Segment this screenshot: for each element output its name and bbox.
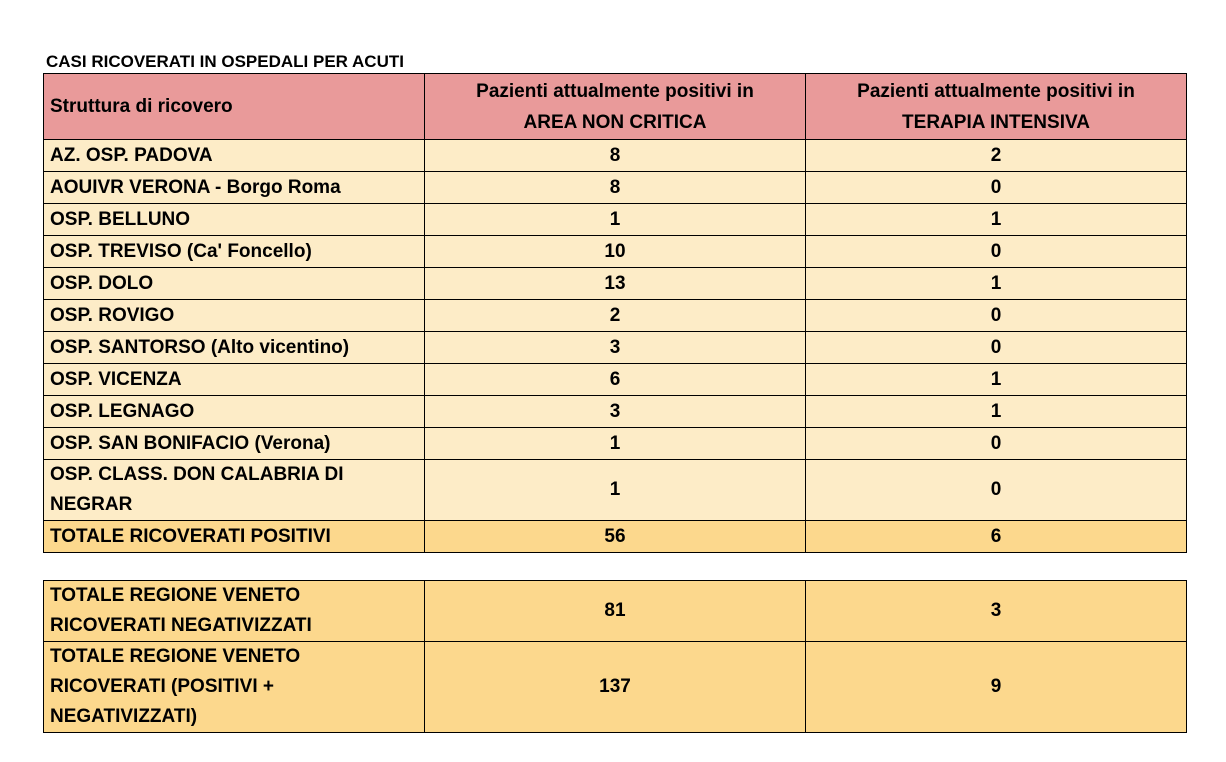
summary-label-line2: RICOVERATI NEGATIVIZZATI (50, 615, 312, 636)
row-name: AOUIVR VERONA - Borgo Roma (44, 172, 425, 204)
total-label: TOTALE RICOVERATI POSITIVI (44, 521, 425, 553)
summary-label-line1: TOTALE REGIONE VENETO (50, 585, 301, 606)
total-intensiva: 6 (806, 521, 1187, 553)
summary-intensiva: 9 (806, 642, 1187, 733)
header-area-non-critica-line2: AREA NON CRITICA (523, 111, 707, 133)
row-name-line2: NEGRAR (50, 494, 133, 515)
header-struttura: Struttura di ricovero (44, 74, 425, 140)
row-non-critica: 1 (425, 460, 806, 521)
summary-label-line1: TOTALE REGIONE VENETO (50, 646, 301, 667)
row-name: OSP. TREVISO (Ca' Foncello) (44, 236, 425, 268)
header-area-non-critica (425, 74, 806, 140)
summary-label-line2: RICOVERATI (POSITIVI + (50, 676, 274, 697)
summary-non-critica: 81 (425, 581, 806, 642)
summary-label (44, 642, 425, 733)
header-terapia-intensiva-line2: TERAPIA INTENSIVA (902, 111, 1090, 133)
header-terapia-intensiva (806, 74, 1187, 140)
table-row (44, 300, 1187, 332)
row-name: OSP. LEGNAGO (44, 396, 425, 428)
total-non-critica: 56 (425, 521, 806, 553)
summary-label-line3: NEGATIVIZZATI) (50, 706, 198, 727)
region-summary-table (43, 580, 1187, 733)
row-non-critica: 8 (425, 172, 806, 204)
row-intensiva: 0 (806, 428, 1187, 460)
row-name: OSP. DOLO (44, 268, 425, 300)
row-name-line1: OSP. CLASS. DON CALABRIA DI (50, 464, 344, 485)
row-intensiva: 0 (806, 332, 1187, 364)
summary-row-negativizzati (44, 581, 1187, 642)
table-row (44, 332, 1187, 364)
row-non-critica: 3 (425, 332, 806, 364)
row-intensiva: 2 (806, 140, 1187, 172)
row-name: OSP. VICENZA (44, 364, 425, 396)
table-row (44, 236, 1187, 268)
row-name: OSP. SANTORSO (Alto vicentino) (44, 332, 425, 364)
row-non-critica: 8 (425, 140, 806, 172)
row-name: AZ. OSP. PADOVA (44, 140, 425, 172)
row-non-critica: 2 (425, 300, 806, 332)
row-intensiva: 1 (806, 268, 1187, 300)
table-row (44, 140, 1187, 172)
row-intensiva: 0 (806, 460, 1187, 521)
row-intensiva: 0 (806, 172, 1187, 204)
row-non-critica: 6 (425, 364, 806, 396)
table-row (44, 268, 1187, 300)
row-name: OSP. ROVIGO (44, 300, 425, 332)
row-non-critica: 13 (425, 268, 806, 300)
summary-row-totale (44, 642, 1187, 733)
row-intensiva: 0 (806, 300, 1187, 332)
row-name: OSP. BELLUNO (44, 204, 425, 236)
table-title: CASI RICOVERATI IN OSPEDALI PER ACUTI (46, 52, 404, 71)
row-name (44, 460, 425, 521)
row-non-critica: 3 (425, 396, 806, 428)
header-area-non-critica-line1: Pazienti attualmente positivi in (476, 80, 754, 102)
table-row (44, 204, 1187, 236)
row-non-critica: 1 (425, 428, 806, 460)
summary-intensiva: 3 (806, 581, 1187, 642)
table-row (44, 172, 1187, 204)
row-intensiva: 1 (806, 396, 1187, 428)
table-row (44, 428, 1187, 460)
total-row (44, 521, 1187, 553)
hospital-cases-table (43, 73, 1187, 553)
row-intensiva: 1 (806, 204, 1187, 236)
table-header-row (44, 74, 1187, 140)
header-terapia-intensiva-line1: Pazienti attualmente positivi in (857, 80, 1135, 102)
row-intensiva: 1 (806, 364, 1187, 396)
summary-non-critica: 137 (425, 642, 806, 733)
row-non-critica: 1 (425, 204, 806, 236)
table-row (44, 460, 1187, 521)
table-row (44, 396, 1187, 428)
table-row (44, 364, 1187, 396)
row-name: OSP. SAN BONIFACIO (Verona) (44, 428, 425, 460)
summary-label (44, 581, 425, 642)
row-intensiva: 0 (806, 236, 1187, 268)
row-non-critica: 10 (425, 236, 806, 268)
